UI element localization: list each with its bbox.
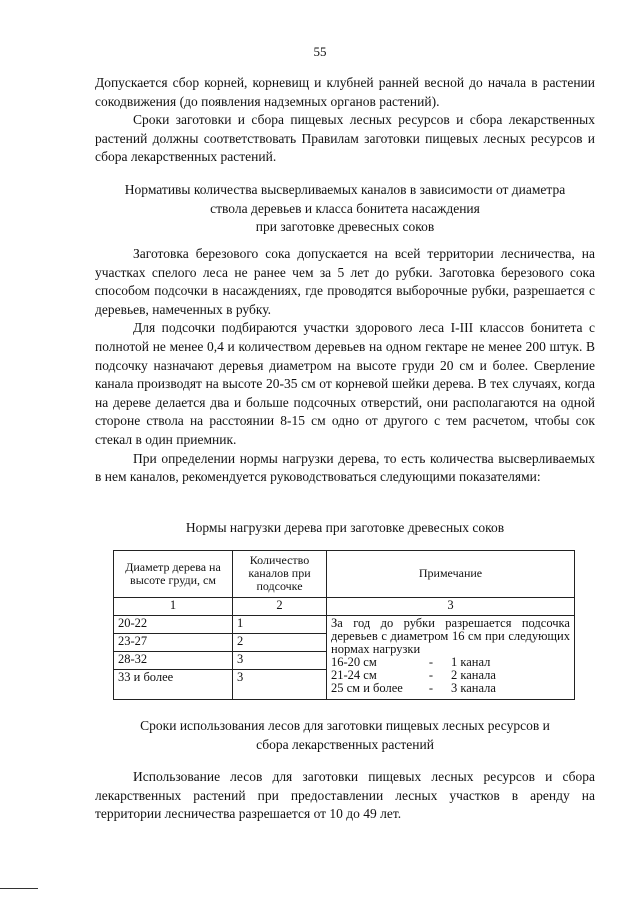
- body-paragraph-3: При определении нормы нагрузки дерева, то есть количества высверливаемых в нем каналов, рекомендуется руководствоваться следующими показателями:: [95, 450, 595, 485]
- margin-rule: [0, 888, 38, 889]
- note-dash: -: [428, 654, 434, 669]
- channels-cell: 3: [233, 651, 327, 669]
- diameter-cell: 28-32: [114, 651, 233, 669]
- note-cell: [327, 615, 575, 699]
- table-header-row: [114, 551, 575, 598]
- note-line: [331, 669, 570, 682]
- heading-terms: [95, 717, 595, 754]
- note-range: 25 см и более: [331, 680, 403, 695]
- intro-section: [95, 74, 595, 167]
- body-paragraph-2: Для подсочки подбираются участки здорового леса I-III классов бонитета с полнотой не менее 0,4 и количеством деревьев на одном гектаре не менее 200 штук. В подсочку назначают деревья диаметром на высоте груди 20 см и более. Сверление канала производят на высоте 20-35 см от корневой шейки дерева. В тех случаях, когда на дереве делается два и больше подсочных отверстий, они располагаются на одной стороне ствола на расстоянии 8-15 см одно от другого с тем расчетом, чтобы сок стекал в один приемник.: [95, 320, 595, 447]
- heading-terms-line-2: сбора лекарственных растений: [256, 736, 434, 752]
- note-line: [331, 656, 570, 669]
- column-number-1: 1: [114, 597, 233, 615]
- diameter-cell: 23-27: [114, 633, 233, 651]
- heading-terms-line-1: Сроки использования лесов для заготовки пищевых лесных ресурсов и: [140, 718, 550, 733]
- note-dash: -: [428, 680, 434, 695]
- diameter-cell: 33 и более: [114, 669, 233, 699]
- load-norms-table: [113, 550, 575, 700]
- heading-norms-line-3: при заготовке древесных соков: [255, 219, 435, 235]
- note-count: 1 канал: [451, 654, 491, 669]
- column-number-2: 2: [233, 597, 327, 615]
- table-row: [114, 615, 575, 633]
- channels-cell: 1: [233, 615, 327, 633]
- header-channels: Количество каналов при подсочке: [233, 551, 327, 598]
- channels-cell: 3: [233, 669, 327, 699]
- birch-sap-section: [95, 245, 595, 487]
- header-note: Примечание: [327, 551, 575, 598]
- heading-norms-line-2: ствола деревьев и класса бонитета насаждения: [210, 200, 480, 216]
- diameter-cell: 20-22: [114, 615, 233, 633]
- note-line: [331, 682, 570, 695]
- page-number: 55: [313, 44, 327, 59]
- body-paragraph-1: Заготовка березового сока допускается на всей территории лесничества, на участках спелого леса не ранее чем за 5 лет до рубки. Заготовка березового сока способом подсочки в насаждениях, где проводятся выборочные рубки, разрешается с деревьев, намеченных в рубку.: [95, 246, 595, 317]
- table-number-row: [114, 597, 575, 615]
- table-title: Нормы нагрузки дерева при заготовке древесных соков: [185, 520, 505, 535]
- heading-norms: [92, 181, 598, 237]
- header-diameter: Диаметр дерева на высоте груди, см: [114, 551, 233, 598]
- final-section: [95, 768, 595, 824]
- note-range: 16-20 см: [331, 654, 377, 669]
- channels-cell: 2: [233, 633, 327, 651]
- intro-paragraph-1: Допускается сбор корней, корневищ и клубней ранней весной до начала в растении сокодвижения (до появления надземных органов растений).: [95, 75, 595, 109]
- column-number-3: 3: [327, 597, 575, 615]
- note-dash: -: [428, 667, 434, 682]
- intro-paragraph-2: Сроки заготовки и сбора пищевых лесных ресурсов и сбора лекарственных растений должны соответствовать Правилам заготовки пищевых лесных ресурсов и сбора лекарственных растений.: [95, 112, 595, 165]
- note-count: 3 канала: [451, 680, 496, 695]
- final-paragraph: Использование лесов для заготовки пищевых лесных ресурсов и сбора лекарственных растений при предоставлении лесных участков в аренду на территории лесничества разрешается от 10 до 49 лет.: [95, 769, 595, 822]
- heading-norms-line-1: Нормативы количества высверливаемых каналов в зависимости от диаметра: [124, 182, 566, 197]
- note-text: За год до рубки разрешается подсочка деревьев с диаметром 16 см при следующих нормах нагрузки: [331, 615, 570, 656]
- note-count: 2 канала: [451, 667, 496, 682]
- note-range: 21-24 см: [331, 667, 377, 682]
